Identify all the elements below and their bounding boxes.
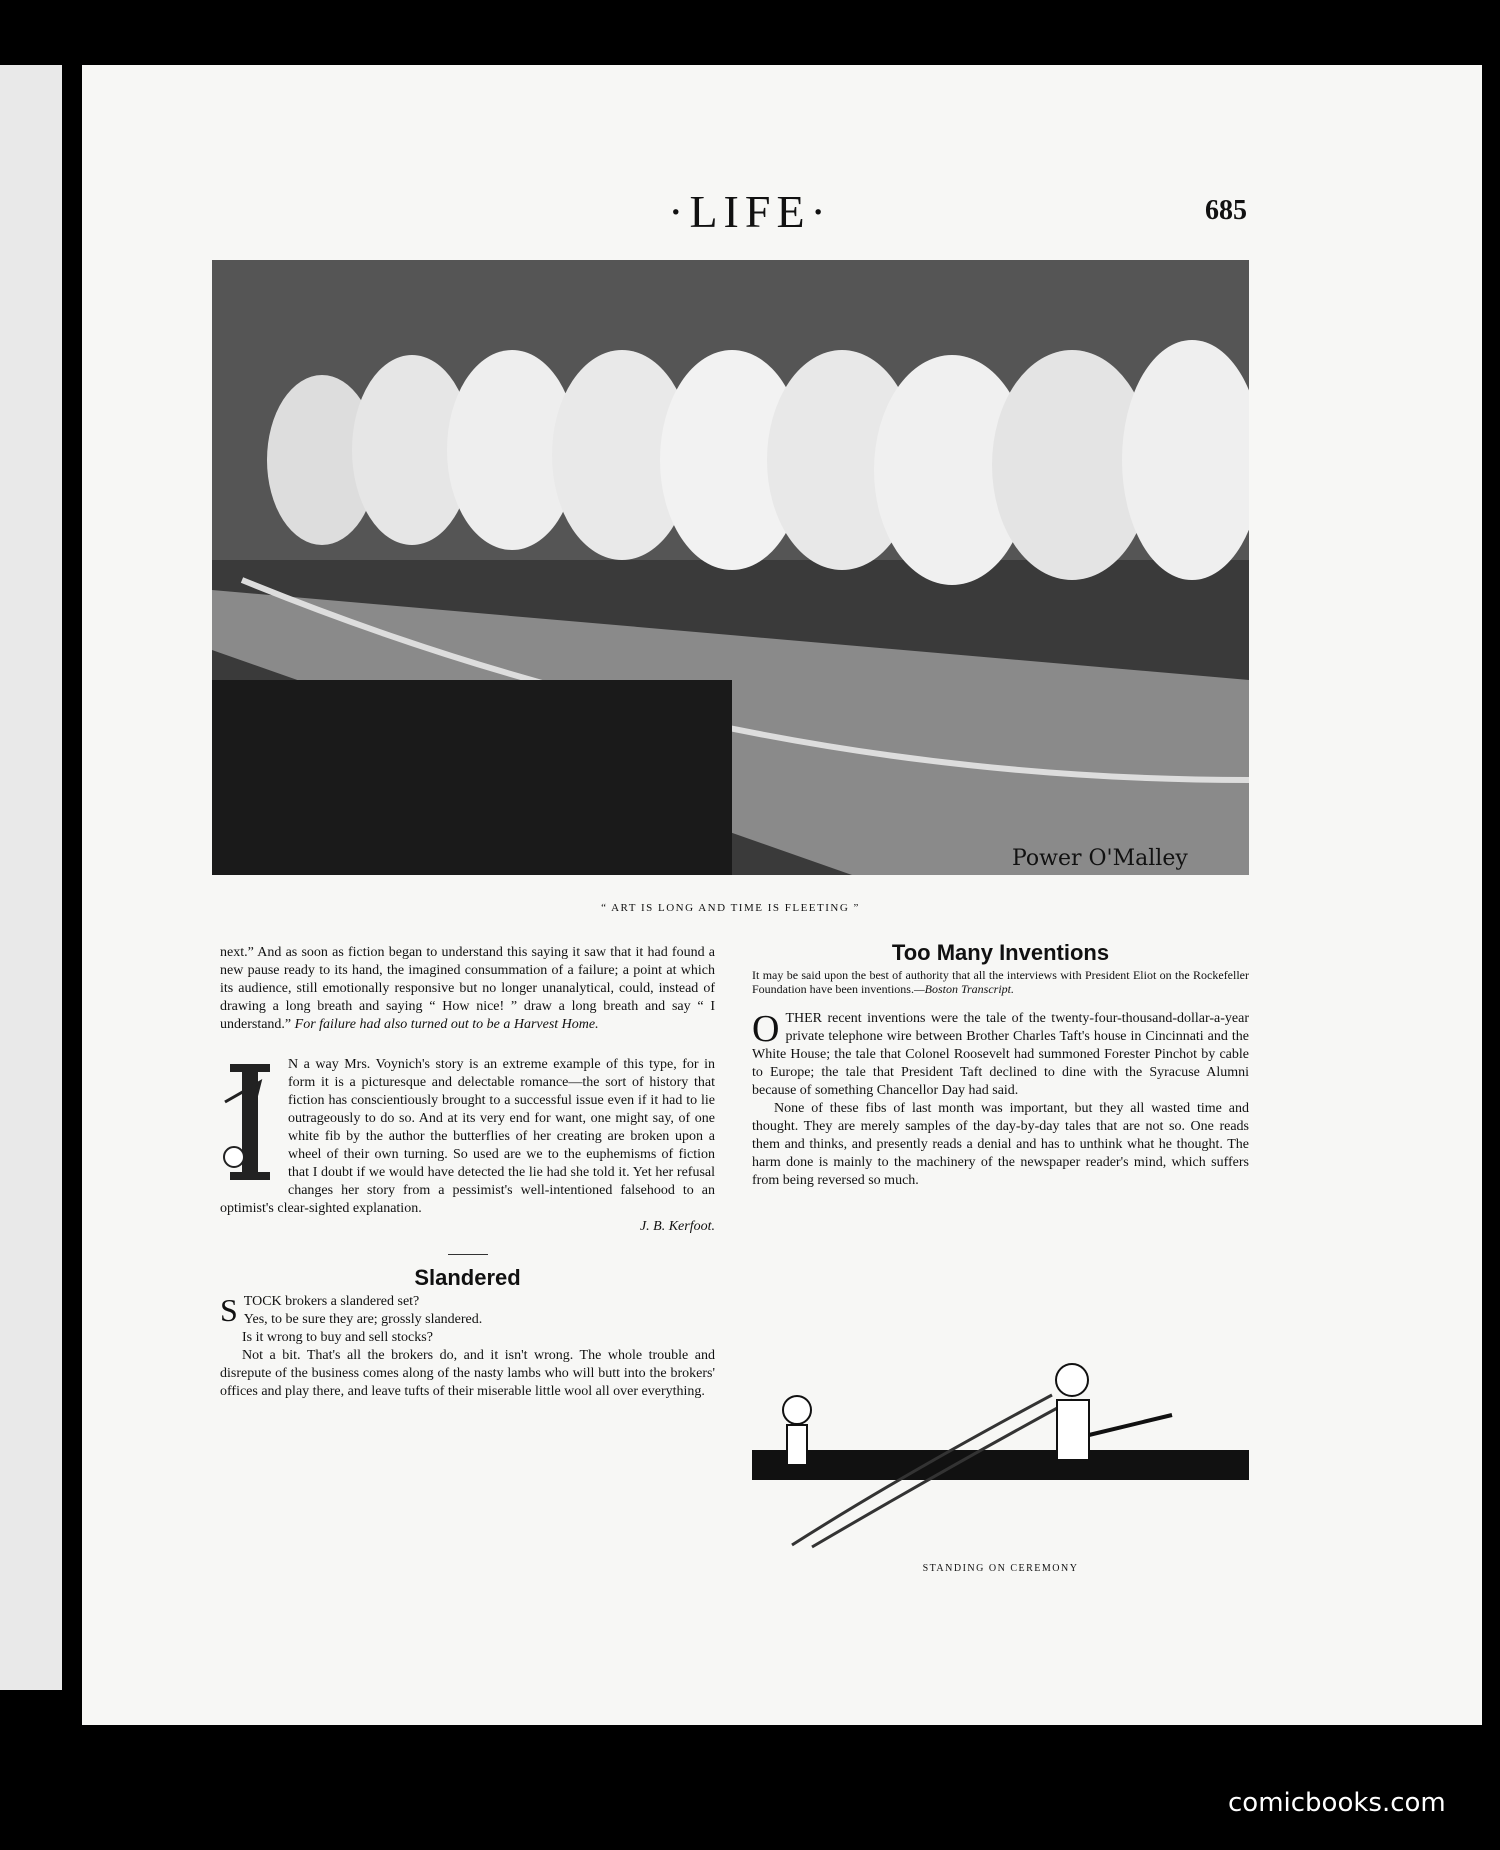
- slandered-title: Slandered: [414, 1265, 521, 1290]
- slandered-text: STOCK brokers a slandered set? Yes, to be sure they are; grossly slandered. Is it wrong to buy and sell stocks?: [220, 1292, 483, 1345]
- illustrated-initial-i: [220, 1062, 280, 1182]
- epigraph: It may be said upon the best of authority that all the interviews with President Eliot on the Rockefeller Foundation have been inventions.—Boston Transcript.: [752, 968, 1249, 996]
- ceremony-illustration: [752, 1355, 1249, 1555]
- section-divider: [448, 1254, 488, 1255]
- cartoon-caption: STANDING ON CEREMONY: [922, 1563, 1079, 1574]
- site-watermark: comicbooks.com: [1228, 1788, 1446, 1818]
- left-column: [220, 944, 715, 1401]
- ceremony-cartoon: [752, 1355, 1249, 1555]
- author-signature: J. B. Kerfoot.: [639, 1219, 715, 1234]
- slandered-paragraph: Not a bit. That's all the brokers do, and it isn't wrong. The whole trouble and disrepute of the business comes along of the nasty lambs who will butt into the brokers' offices and play there, and leave tufts of their miserable little wool all over everything.: [220, 1348, 715, 1399]
- inventions-paragraph-2: None of these fibs of last month was important, but they all wasted time and thought. They are merely samples of the day-by-day tales that are not so. One reads them and thinks, and presently reads a denial and has to unthink what he thought. The harm done is mainly to the machinery of the newspaper reader's mind, which suffers from being reversed so much.: [752, 1101, 1249, 1188]
- inventions-paragraph-1: OTHER recent inventions were the tale of the twenty-four-thousand-dollar-a-year private telephone wire between Brother Charles Taft's house in Cincinnati and the White House; the tale that Colonel Roosevelt had summoned Forester Pinchot by cable to Europe; the tale that President Taft declined to dine with the Syracuse Alumni because of something Chancellor Day had said.: [752, 1008, 1249, 1098]
- masthead: ·LIFE·: [668, 186, 832, 237]
- paragraph-2: N a way Mrs. Voynich's story is an extreme example of this type, for in form it is a picturesque and delectable romance—the sort of history that fiction has conscientiously brought to a successful issue even if it had to lie outrageously to do so. And at its very end for want, one might say, of one white fib by the author the butterflies of her creating are broken upon a wheel of their own turning. So used are we to the euphemisms of fiction that I doubt if we would have detected the lie had she told it. Yet her refusal changes her story from a pessimist's well-intentioned falsehood to an optimist's clear-sighted explanation.: [220, 1057, 715, 1216]
- page-number: 685: [1205, 195, 1247, 226]
- illustration-caption: “ ART IS LONG AND TIME IS FLEETING ”: [601, 902, 860, 914]
- right-column: [752, 940, 1249, 1190]
- paragraph-1: next.” And as soon as fiction began to understand this saying it saw that it had found a new pause ready to its hand, the imagined consummation of a failure; a point at which its audience, still emotionally responsive but no longer unanalytical, could, instead of drawing a long breath and saying “ How nice! ” draw a long breath and say “ I understand.” For failure had also turned out to be a Harvest Home.: [220, 945, 715, 1032]
- inventions-title: Too Many Inventions: [891, 940, 1110, 965]
- illustration-signature: Power O'Malley: [1012, 846, 1188, 871]
- facing-page-edge: [0, 65, 62, 1690]
- dancers-illustration: [212, 260, 1249, 875]
- top-illustration: [212, 260, 1249, 875]
